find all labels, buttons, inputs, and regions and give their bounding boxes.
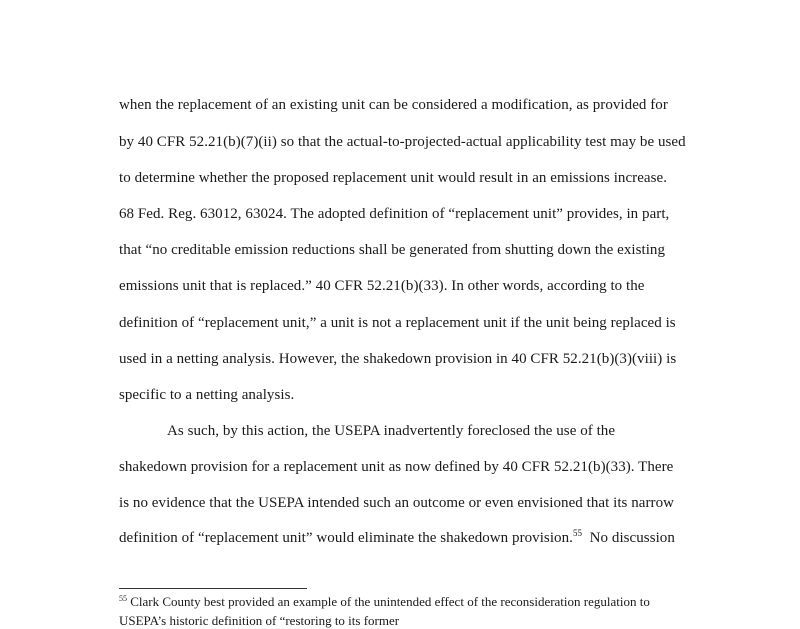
body-line-13 <box>119 529 675 547</box>
body-line-2: by 40 CFR 52.21(b)(7)(ii) so that the actual-to-projected-actual applicability test may be used <box>119 134 686 150</box>
body-line-12: is no evidence that the USEPA intended such an outcome or even envisioned that its narrow <box>119 495 675 511</box>
body-line-8: used in a netting analysis. However, the shakedown provision in 40 CFR 52.21(b)(3)(viii) is <box>119 351 677 367</box>
footnote-continuation: USEPA’s historic definition of “restoring to its former <box>119 613 400 628</box>
footnote-text: Clark County best provided an example of the unintended effect of the reconsideration regulation to <box>127 594 650 609</box>
body-line-13-text: definition of “replacement unit” would eliminate the shakedown provision. <box>119 530 573 546</box>
body-line-9: specific to a netting analysis. <box>119 387 295 403</box>
body-line-5: that “no creditable emission reductions shall be generated from shutting down the existing <box>119 242 666 258</box>
footnote-marker: 55 <box>119 594 127 603</box>
body-line-10: As such, by this action, the USEPA inadvertently foreclosed the use of the <box>167 423 616 439</box>
body-line-3: to determine whether the proposed replacement unit would result in an emissions increase. <box>119 170 668 186</box>
footnote-divider <box>119 588 307 589</box>
body-line-4: 68 Fed. Reg. 63012, 63024. The adopted definition of “replacement unit” provides, in part, <box>119 206 670 222</box>
body-line-1: when the replacement of an existing unit can be considered a modification, as provided for <box>119 97 668 113</box>
footnote-55 <box>119 594 650 610</box>
body-line-11: shakedown provision for a replacement unit as now defined by 40 CFR 52.21(b)(33). There <box>119 459 674 475</box>
body-line-6: emissions unit that is replaced.” 40 CFR 52.21(b)(33). In other words, according to the <box>119 278 645 294</box>
body-line-7: definition of “replacement unit,” a unit is not a replacement unit if the unit being replaced is <box>119 315 676 331</box>
footnote-reference-55: 55 <box>572 528 583 538</box>
body-line-13-tail: No discussion <box>582 530 675 546</box>
